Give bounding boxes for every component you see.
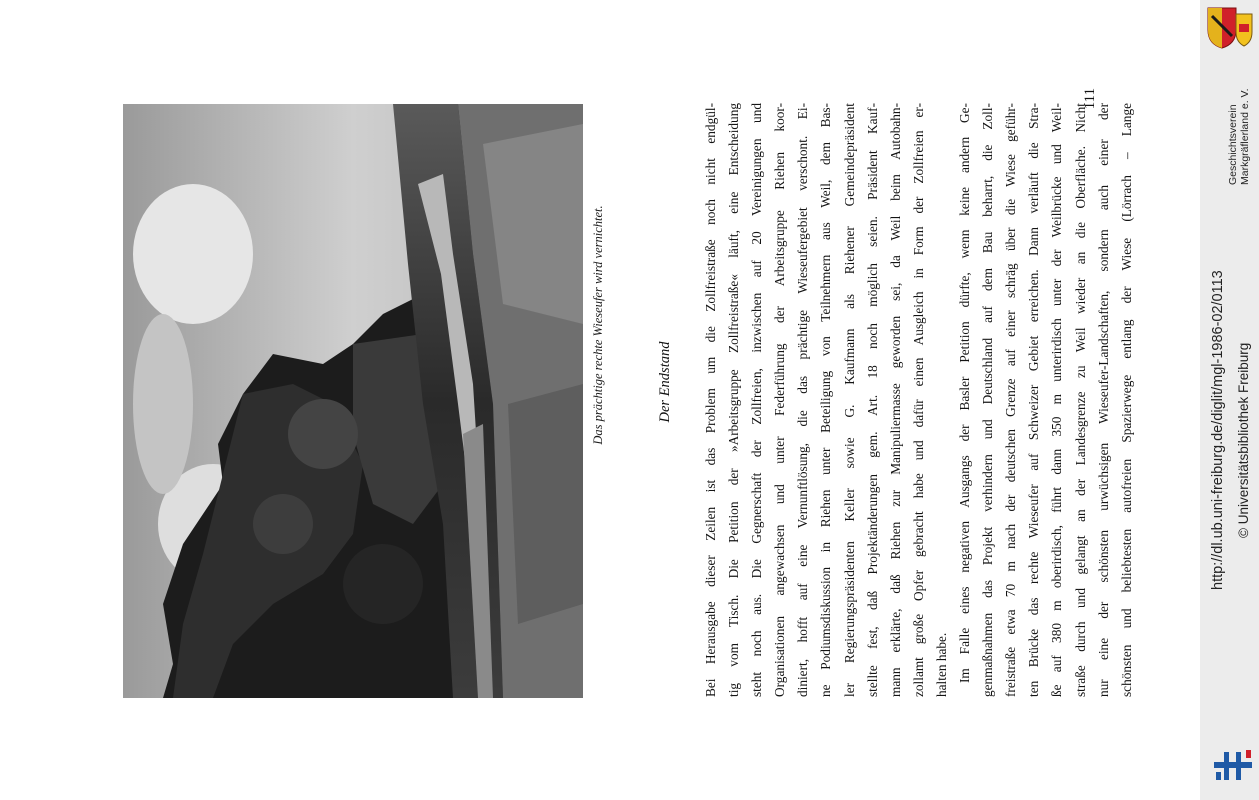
- text-line: genmaßnahmen das Projekt verhindern und Deutschland auf dem Bau beharrt, die Zoll-: [980, 103, 996, 697]
- society-name: [1227, 45, 1257, 185]
- text-line: Im Falle eines negativen Ausgangs der Basler Petition dürfte, wenn keine andern Ge-: [957, 103, 973, 683]
- photo-caption: Das prächtige rechte Wieseufer wird vernichtet.: [591, 205, 605, 445]
- text-line: Bei Herausgabe dieser Zeilen ist das Problem um die Zollfreistraße noch nicht endgül-: [703, 103, 718, 697]
- document-url[interactable]: http://dl.ub.uni-freiburg.de/diglit/mgl-1986-02/0113: [1210, 270, 1226, 590]
- text-line: nur eine der schönsten urwüchsigen Wieseufer-Landschaften, sondern auch einer der: [1095, 103, 1111, 697]
- paragraph-2: [953, 103, 1138, 697]
- library-copyright: © Universitätsbibliothek Freiburg: [1236, 342, 1251, 538]
- text-line: ne Podiumsdiskussion in Riehen unter Beteiligung von Teilnehmern aus Weil, dem Bas-: [818, 103, 834, 697]
- text-line: ten Brücke das rechte Wieseufer auf Schweizer Gebiet erreichen. Dann verläuft die Stra-: [1026, 103, 1042, 697]
- society-name-line-1: Geschichtsverein: [1227, 104, 1239, 185]
- text-line: ße auf 380 m oberirdisch, führt dann 350 m unterirdisch unter der Weilbrücke und Weil-: [1049, 103, 1065, 697]
- body-text: [699, 103, 1134, 697]
- photo-graphic: [123, 104, 583, 698]
- text-line: mann erklärte, daß Riehen zur Manipuliermasse geworden sei, da Weil beim Autobahn-: [887, 103, 903, 697]
- text-line: zollamt große Opfer gebracht habe und dafür einen Ausgleich in Form der Zollfreien er-: [910, 103, 926, 697]
- text-line: diniert, hofft auf eine Vernunftlösung, die das prächtige Wieseufergebiet verschont. Ei-: [795, 103, 811, 697]
- text-line: halten habe.: [933, 632, 949, 697]
- text-line: schönsten und beliebtesten autofreien Spazierwege entlang der Wiese (Lörrach – Lange: [1118, 103, 1134, 697]
- paragraph-1: [699, 103, 953, 697]
- text-line: ler Regierungspräsidenten Keller sowie G. Kaufmann als Riehener Gemeindepräsident: [841, 103, 857, 697]
- society-name-line-2: Markgräflerland e. V.: [1239, 88, 1251, 185]
- text-line: Organisationen angewachsen und unter Federführung der Arbeitsgruppe Riehen koor-: [772, 103, 788, 697]
- page-number: 111: [1082, 88, 1098, 110]
- ub-freiburg-logo-icon: [1212, 748, 1254, 784]
- text-line: straße durch und gelangt an der Landesgrenze zu Weil wieder an die Oberfläche. Nicht: [1072, 103, 1088, 697]
- text-line: stellte fest, daß Projektänderungen gem. Art. 18 noch möglich seien. Präsident Kauf-: [864, 103, 880, 697]
- text-line: tig vom Tisch. Die Petition der »Arbeitsgruppe Zollfreistraße« läuft, eine Entscheidung: [726, 103, 742, 697]
- river-bank-photograph: [123, 104, 583, 698]
- coat-of-arms-icon: [1206, 6, 1254, 50]
- text-line: freistraße etwa 70 m nach der deutschen Grenze auf einer schräg über die Wiese geführ-: [1003, 103, 1019, 697]
- section-heading: Der Endstand: [657, 341, 673, 423]
- text-line: steht noch aus. Die Gegnerschaft der Zollfreien, inzwischen auf 20 Vereinigungen und: [749, 103, 765, 697]
